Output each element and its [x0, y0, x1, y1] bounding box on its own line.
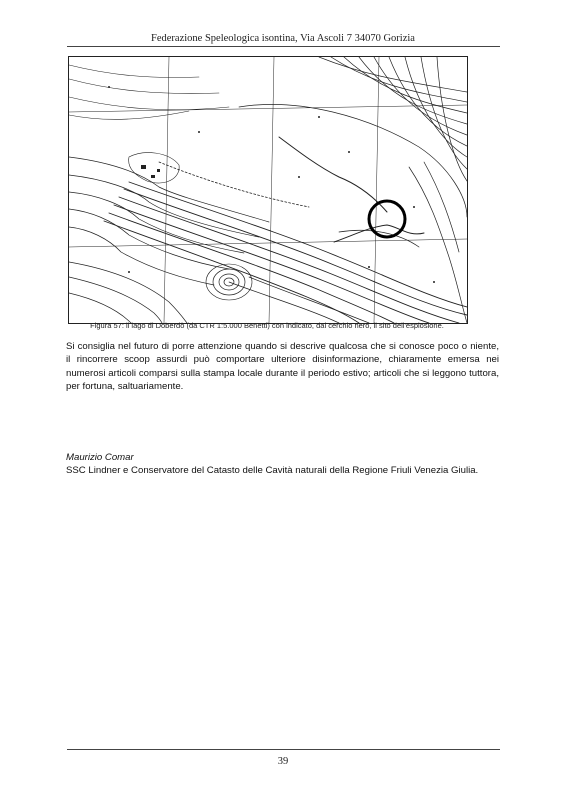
header-rule [67, 46, 500, 47]
figure-caption: Figura 57: il lago di Doberdò (da CTR 1:5.000 Benetti) con indicato, dal cerchio nero, il sito dell'esplosione. [90, 321, 444, 330]
topographic-map [69, 57, 467, 323]
topographic-map-figure [68, 56, 468, 324]
author-name: Maurizio Comar [66, 452, 134, 463]
body-paragraph: Si consiglia nel futuro di porre attenzione quando si descrive qualcosa che si conosce poco o niente, il rincorrere scoop assurdi può comportare ulteriore disinformazione, chiaramente emersa nei numerosi articoli comparsi sulla stampa locale durante il periodo estivo; articoli che si leggono tuttora, per fortuna, saltuariamente. [66, 341, 499, 392]
author-affiliation: SSC Lindner e Conservatore del Catasto delle Cavità naturali della Regione Friuli Venezia Giulia. [66, 465, 479, 476]
page-number: 39 [277, 756, 289, 767]
page-header: Federazione Speleologica isontina, Via Ascoli 7 34070 Gorizia [151, 33, 415, 44]
footer-rule [67, 749, 500, 750]
